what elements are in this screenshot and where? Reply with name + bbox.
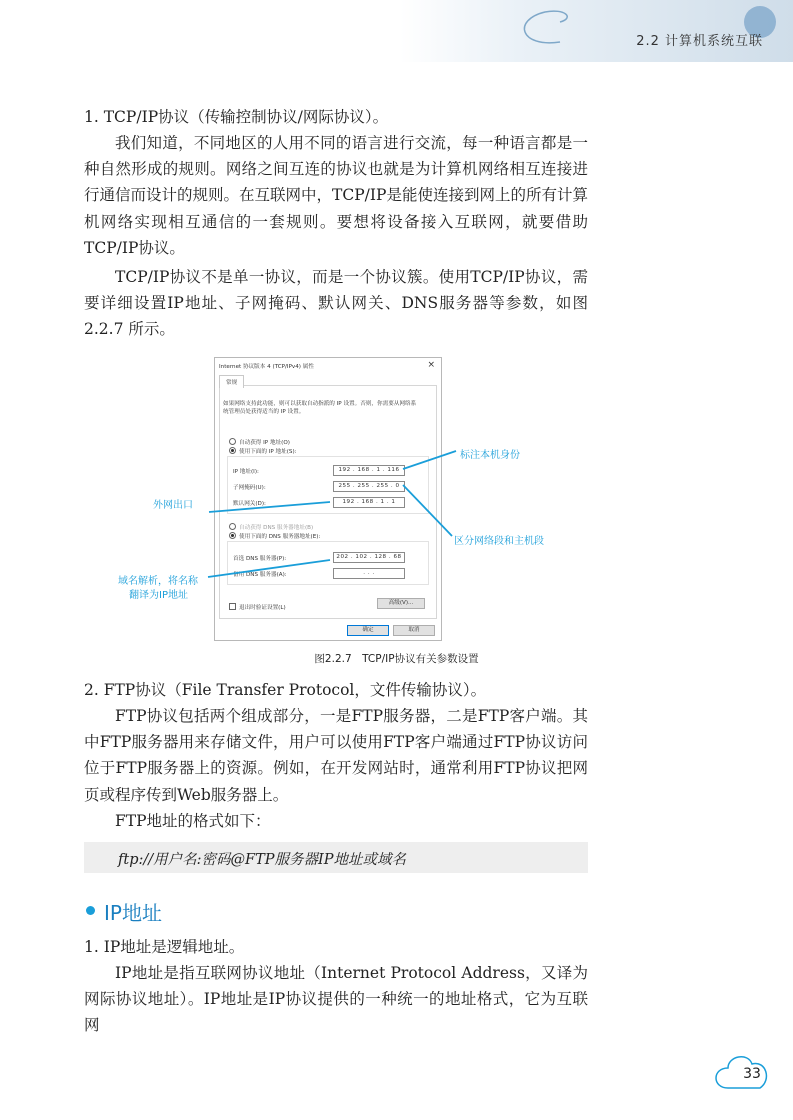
annotation-dns-line2: 翻译为IP地址 xyxy=(129,590,188,601)
radio-auto-dns[interactable]: 自动获得 DNS 服务器地址(B) xyxy=(229,523,313,531)
radio-manual-dns[interactable]: 使用下面的 DNS 服务器地址(E): xyxy=(229,532,320,540)
page-number: 33 xyxy=(743,1066,761,1082)
cancel-button[interactable]: 取消 xyxy=(393,625,435,636)
paragraph-ip: IP地址是指互联网协议地址（Internet Protocol Address，又译为网际协议地址）。IP地址是IP协议提供的一种统一的地址格式，它为互联网 xyxy=(84,964,588,1035)
close-icon[interactable]: × xyxy=(427,360,435,370)
ok-button[interactable]: 确定 xyxy=(347,625,389,636)
paragraph-tcp-intro: 我们知道，不同地区的人用不同的语言进行交流，每一种语言都是一种自然形成的规则。网络之间互连的协议也就是为计算机网络相互连接进行通信而设计的规则。在互联网中，TCP/IP是能使连接到网上的所有计算机网络实现相互通信的一套规则。要想将设备接入互联网，就要借助TCP/IP协议。 xyxy=(84,134,588,257)
dialog-title: Internet 协议版本 4 (TCP/IPv4) 属性 xyxy=(219,364,314,370)
radio-manual-ip[interactable]: 使用下面的 IP 地址(S): xyxy=(229,447,297,455)
dns1-label: 首选 DNS 服务器(P): xyxy=(233,556,287,562)
annotation-segment: 区分网络段和主机段 xyxy=(454,536,544,547)
gateway-label: 默认网关(D): xyxy=(233,501,266,507)
radio-auto-ip[interactable]: 自动获得 IP 地址(O) xyxy=(229,438,290,446)
p7-heading: 1. IP地址是逻辑地址。 xyxy=(84,938,245,956)
figure-caption: 图2.2.7 TCP/IP协议有关参数设置 xyxy=(314,653,479,665)
preferred-dns-input[interactable]: 202 . 102 . 128 . 68 xyxy=(333,552,405,563)
section-header: 2.2 计算机系统互联 xyxy=(636,34,763,49)
dns2-label: 备用 DNS 服务器(A): xyxy=(233,572,287,578)
tab-general[interactable]: 常规 xyxy=(219,375,244,388)
paragraph-ftp: FTP协议包括两个组成部分，一是FTP服务器，二是FTP客户端。其中FTP服务器用来存储文件，用户可以使用FTP客户端通过FTP协议访问位于FTP服务器上的资源。例如，在开发网站时，通常利用FTP协议把网页或程序传到Web服务器上。 xyxy=(84,707,588,804)
mask-label: 子网掩码(U): xyxy=(233,485,266,491)
alternate-dns-input[interactable]: . . . xyxy=(333,568,405,579)
advanced-button[interactable]: 高级(V)... xyxy=(377,598,425,609)
ip-label: IP 地址(I): xyxy=(233,469,259,475)
gateway-input[interactable]: 192 . 168 . 1 . 1 xyxy=(333,497,405,508)
annotation-dns-line1: 域名解析，将名称 xyxy=(118,576,198,587)
section-title-ip: IP地址 xyxy=(104,901,162,925)
paragraph-ftp-format: FTP地址的格式如下： xyxy=(115,812,271,830)
dialog-description: 如果网络支持此功能，则可以获取自动指派的 IP 设置。否则，你需要从网络系统管理员处获得适当的 IP 设置。 xyxy=(223,401,417,415)
annotation-gateway: 外网出口 xyxy=(153,500,193,511)
ftp-format-code: ftp://用户名:密码@FTP服务器IP地址或域名 xyxy=(118,852,406,868)
paragraph-tcp-params: TCP/IP协议不是单一协议，而是一个协议簇。使用TCP/IP协议，需要详细设置IP地址、子网掩码、默认网关、DNS服务器等参数，如图2.2.7 所示。 xyxy=(84,268,588,339)
validate-checkbox[interactable]: 退出时验证设置(L) xyxy=(229,603,286,611)
subnet-mask-input[interactable]: 255 . 255 . 255 . 0 xyxy=(333,481,405,492)
p4-heading: 2. FTP协议（File Transfer Protocol，文件传输协议）。 xyxy=(84,681,487,699)
p1-heading: 1. TCP/IP协议（传输控制协议/网际协议）。 xyxy=(84,108,389,126)
annotation-host-id: 标注本机身份 xyxy=(460,450,520,461)
ip-address-input[interactable]: 192 . 168 . 1 . 116 xyxy=(333,465,405,476)
